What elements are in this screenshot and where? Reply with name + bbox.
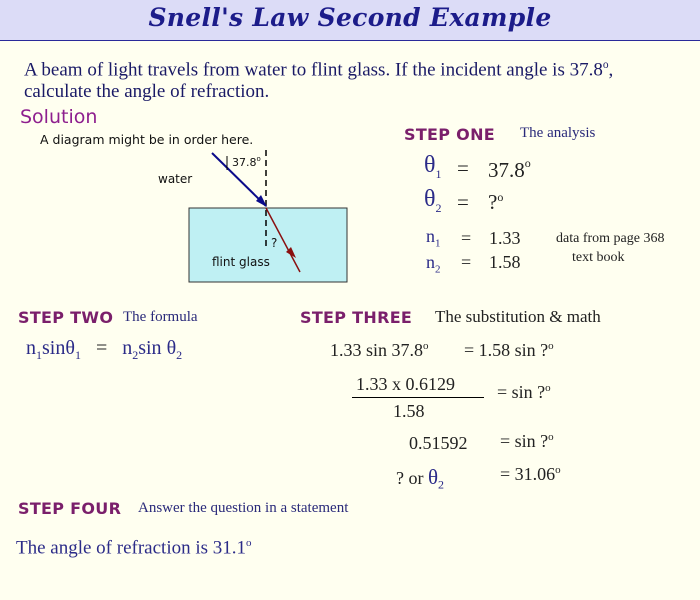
diagram-note: A diagram might be in order here. <box>40 132 254 147</box>
page-title: Snell's Law Second Example <box>148 3 552 32</box>
theta1-value: 37.8$^o$ <box>488 156 531 182</box>
step-three-heading: STEP THREE <box>300 308 413 327</box>
n1-symbol: $n_1$ <box>426 226 441 250</box>
title-divider <box>0 40 700 41</box>
fraction-denominator: 1.58 <box>393 401 425 421</box>
flint-glass-block <box>189 208 347 282</box>
sin-result: = sin ?$^o$ <box>500 431 554 451</box>
incident-angle-label: 37.8$^o$ <box>232 155 261 169</box>
n2-value: 1.58 <box>489 252 521 272</box>
final-left: ? or $\theta_2$ <box>396 465 445 492</box>
substitution-left: 1.33 sin 37.8$^o$ <box>330 340 429 360</box>
n2-symbol: $n_2$ <box>426 252 441 276</box>
refraction-diagram <box>150 148 360 288</box>
step-one-heading: STEP ONE <box>404 125 495 144</box>
problem-line-1-tail: , <box>608 59 614 81</box>
theta2-symbol: $\theta_2$ <box>424 186 442 215</box>
flint-glass-label: flint glass <box>212 255 270 269</box>
n2-equals: = <box>461 252 472 272</box>
n1-equals: = <box>461 228 472 248</box>
theta2-equals: = <box>457 190 469 214</box>
step-two-heading: STEP TWO <box>18 308 114 327</box>
step-four-subtitle: Answer the question in a statement <box>138 500 349 516</box>
problem-line-2: calculate the angle of refraction. <box>24 81 270 103</box>
snell-formula: $n_1\sin\theta_1$ = $n_2\sin$ $\theta_2$ <box>26 337 183 362</box>
water-label: water <box>158 172 193 186</box>
fraction-result: = sin ?$^o$ <box>497 382 551 402</box>
problem-line-1: A beam of light travels from water to flint glass. If the incident angle is 37.8 <box>24 59 603 81</box>
substitution-right: = 1.58 sin ?$^o$ <box>464 340 554 360</box>
n1-value: 1.33 <box>489 228 521 248</box>
final-angle: = $31.06^o$ <box>500 464 561 484</box>
fraction-bar <box>352 397 484 398</box>
unknown-angle-label: ? <box>271 236 278 250</box>
data-note-line-2: text book <box>572 250 625 265</box>
step-three-subtitle: The substitution & math <box>435 307 601 326</box>
step-two-subtitle: The formula <box>123 309 198 325</box>
degree-sign: o <box>602 59 609 71</box>
theta1-symbol: $\theta_1$ <box>424 152 442 181</box>
step-one-subtitle: The analysis <box>520 125 596 141</box>
data-note-line-1: data from page 368 <box>556 231 665 246</box>
theta1-equals: = <box>457 156 469 180</box>
fraction-numerator: 1.33 x 0.6129 <box>356 374 455 394</box>
problem-statement <box>24 54 613 103</box>
final-answer: The angle of refraction is 31.1$^o$ <box>16 537 252 559</box>
value-0-51592: 0.51592 <box>409 433 468 453</box>
solution-label: Solution <box>20 106 98 128</box>
step-four-heading: STEP FOUR <box>18 499 122 518</box>
theta2-value: ?$^o$ <box>488 190 504 214</box>
